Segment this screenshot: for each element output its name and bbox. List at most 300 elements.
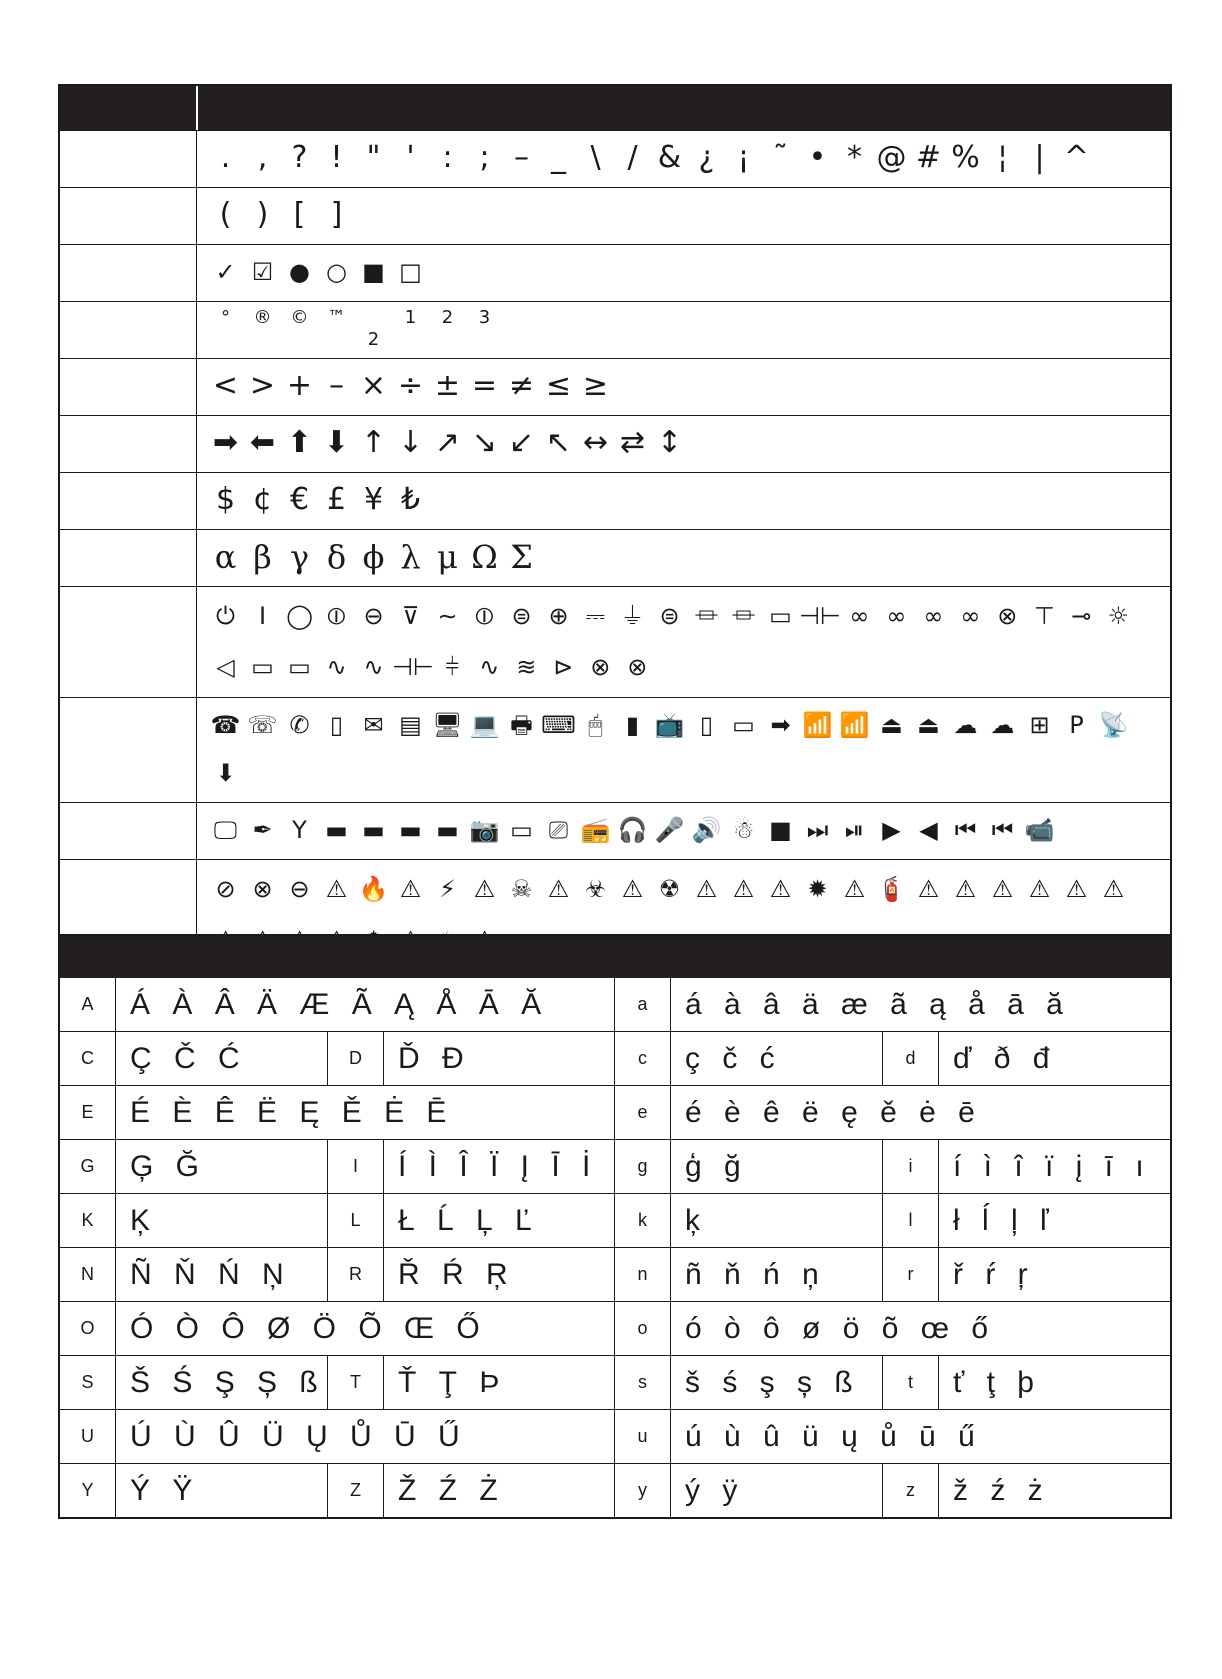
symbol-glyph[interactable]: γ <box>289 538 310 576</box>
symbol-glyph[interactable]: _ <box>551 140 566 175</box>
symbol-glyph[interactable]: ⊜ <box>511 601 532 630</box>
symbol-glyph[interactable]: ⊗ <box>252 874 273 903</box>
symbol-glyph[interactable]: < <box>212 368 239 403</box>
symbol-glyph[interactable]: 🖱 <box>588 711 603 739</box>
symbol-row-math <box>60 358 1170 415</box>
accented-chars[interactable]: ó ò ô ø ö õ œ ő <box>685 1311 991 1345</box>
symbol-glyph[interactable]: ✓ <box>215 258 236 286</box>
symbol-glyph[interactable]: , <box>257 140 268 175</box>
symbol-glyph[interactable]: ☢ <box>658 874 681 903</box>
symbol-glyph[interactable]: * <box>847 140 862 175</box>
accented-chars[interactable]: ç č ć <box>671 1032 883 1085</box>
symbol-glyph[interactable]: ⚠ <box>843 874 866 903</box>
accented-chars[interactable]: Ý Ÿ <box>116 1464 328 1517</box>
accented-chars[interactable]: Á À Â Ä Æ Ã Ą Å Ā Ă <box>130 987 544 1021</box>
symbol-glyph[interactable]: ⊘ <box>215 874 236 903</box>
symbols-cell <box>197 587 1170 697</box>
right-half <box>615 1302 1170 1355</box>
symbol-glyph[interactable]: + <box>286 368 313 403</box>
base-letter: U <box>60 1410 116 1463</box>
symbol-glyph[interactable]: ☁ <box>990 711 1015 739</box>
base-letter: r <box>883 1248 939 1301</box>
category-cell <box>60 245 197 301</box>
accented-chars[interactable]: š ś ş ș ß <box>671 1356 883 1409</box>
symbol-glyph[interactable]: ϕ <box>362 538 385 576</box>
symbol-glyph[interactable]: ▬ <box>436 816 459 844</box>
symbol-glyph[interactable]: ↕ <box>656 425 683 460</box>
accented-chars[interactable]: É È Ê Ë Ę Ě Ė Ē <box>130 1095 449 1129</box>
symbol-glyph[interactable]: ⊣⊢ <box>799 601 841 630</box>
symbol-glyph[interactable]: ⫩ <box>445 652 460 681</box>
symbol-glyph[interactable]: 📷 <box>469 816 500 844</box>
base-letter: o <box>615 1302 671 1355</box>
symbol-row-greek <box>60 529 1170 586</box>
left-half <box>60 1410 615 1463</box>
symbol-glyph[interactable]: ⬇ <box>215 759 236 787</box>
symbol-glyph[interactable]: ∞ <box>849 601 870 630</box>
symbol-glyph[interactable]: " <box>366 140 381 175</box>
symbol-glyph[interactable]: \ <box>590 140 601 175</box>
base-letter: A <box>60 978 116 1031</box>
symbol-glyph[interactable]: : <box>442 140 453 175</box>
symbol-glyph[interactable]: ® <box>253 307 272 328</box>
base-letter: E <box>60 1086 116 1139</box>
symbol-glyph[interactable]: ; <box>479 140 490 175</box>
accented-chars[interactable]: ď ð đ <box>953 1041 1052 1075</box>
symbol-glyph[interactable]: β <box>253 538 272 576</box>
category-cell <box>60 473 197 529</box>
symbol-glyph[interactable]: ¦ <box>997 140 1008 175</box>
symbol-glyph[interactable]: ☣ <box>584 874 607 903</box>
right-half <box>615 1140 1170 1193</box>
base-letter: L <box>328 1194 384 1247</box>
symbol-glyph[interactable]: ⏮ <box>954 816 977 844</box>
symbol-glyph[interactable]: ▤ <box>399 711 422 739</box>
accented-chars[interactable]: ñ ň ń ņ <box>671 1248 883 1301</box>
symbol-glyph[interactable]: – <box>514 140 529 175</box>
symbol-glyph[interactable]: 1 <box>404 307 417 328</box>
symbol-glyph[interactable]: ⊞ <box>1029 711 1050 739</box>
symbol-glyph[interactable]: ∿ <box>363 652 384 681</box>
symbol-row-punctuation <box>60 130 1170 187</box>
symbol-glyph[interactable]: £ <box>326 482 347 517</box>
base-letter: D <box>328 1032 384 1085</box>
accented-chars[interactable]: Ł Ĺ Ļ Ľ <box>398 1203 534 1237</box>
symbol-glyph[interactable]: 📶 <box>839 711 870 739</box>
symbol-glyph[interactable]: ⚠ <box>954 874 977 903</box>
symbol-glyph[interactable]: ⚠ <box>732 874 755 903</box>
symbol-glyph[interactable]: ▬ <box>399 816 422 844</box>
accented-chars[interactable]: é è ê ë ę ě ė ē <box>685 1095 977 1129</box>
symbol-glyph[interactable]: ' <box>406 140 415 175</box>
symbol-glyph[interactable]: ⬇ <box>323 425 350 460</box>
symbol-glyph[interactable]: I <box>258 601 267 630</box>
accented-chars[interactable]: Í Ì Î Ï Į Ī İ <box>398 1149 593 1183</box>
accented-chars[interactable]: ú ù û ü ų ů ū ű <box>685 1419 977 1453</box>
category-cell <box>60 416 197 472</box>
symbol-glyph[interactable]: 🖶 <box>510 711 533 739</box>
base-letter: z <box>883 1464 939 1517</box>
accented-chars[interactable]: Ď Đ <box>398 1041 466 1075</box>
symbol-glyph[interactable]: ^ <box>1063 140 1090 175</box>
symbol-glyph[interactable]: ↗ <box>434 425 461 460</box>
symbol-glyph[interactable]: 🖵 <box>213 816 238 844</box>
category-cell <box>60 188 197 244</box>
symbol-glyph[interactable]: ▭ <box>510 816 533 844</box>
symbol-glyph[interactable]: ⚡ <box>439 874 456 903</box>
symbol-glyph[interactable]: ⚠ <box>621 874 644 903</box>
symbol-glyph[interactable]: ≋ <box>516 652 537 681</box>
symbol-glyph[interactable]: λ <box>400 538 421 576</box>
symbol-glyph[interactable]: ⬆ <box>286 425 313 460</box>
symbols-cell <box>197 188 1170 244</box>
symbol-glyph[interactable]: δ <box>326 538 347 576</box>
base-letter: i <box>883 1140 939 1193</box>
accented-chars[interactable]: Ú Ù Û Ü Ų Ů Ū Ű <box>130 1419 462 1453</box>
base-letter: S <box>60 1356 116 1409</box>
symbol-glyph[interactable]: ☃ <box>732 816 755 844</box>
symbol-glyph[interactable]: ↓ <box>397 425 424 460</box>
header-symbols-cell <box>198 86 1170 130</box>
accented-characters-table <box>58 934 1172 1519</box>
symbol-glyph[interactable]: 📶 <box>802 711 833 739</box>
symbol-glyph[interactable]: ⚠ <box>473 874 496 903</box>
symbol-glyph[interactable]: ⊳ <box>553 652 574 681</box>
accent-row <box>60 978 1170 1031</box>
base-letter: a <box>615 978 671 1031</box>
symbol-glyph[interactable]: α <box>214 538 237 576</box>
accented-chars[interactable]: ķ <box>671 1194 883 1247</box>
symbol-glyph[interactable]: ↘ <box>471 425 498 460</box>
symbol-glyph[interactable]: × <box>360 368 387 403</box>
right-half <box>615 1032 1170 1085</box>
symbol-glyph[interactable]: ⚠ <box>1028 874 1051 903</box>
symbol-glyph[interactable]: ] <box>330 197 343 232</box>
symbol-glyph[interactable]: ∞ <box>960 601 981 630</box>
symbol-glyph[interactable]: ▬ <box>362 816 385 844</box>
symbol-glyph[interactable]: 📡 <box>1098 711 1129 739</box>
symbol-glyph[interactable]: ∿ <box>479 652 500 681</box>
symbol-glyph[interactable]: ▬ <box>325 816 348 844</box>
symbol-glyph[interactable]: ✹ <box>807 874 828 903</box>
symbol-glyph[interactable]: 🔥 <box>358 874 389 903</box>
accent-row <box>60 1355 1170 1409</box>
symbol-glyph[interactable]: ➡ <box>770 711 791 739</box>
symbol-glyph[interactable]: ☁ <box>953 711 978 739</box>
symbol-glyph[interactable]: 🔊 <box>691 816 722 844</box>
symbol-glyph[interactable]: ⦶ <box>327 601 346 630</box>
symbol-glyph[interactable]: ⚠ <box>325 874 348 903</box>
symbol-glyph[interactable]: ⏛ <box>731 601 756 630</box>
symbol-glyph[interactable]: ⊖ <box>363 601 384 630</box>
base-letter: t <box>883 1356 939 1409</box>
base-letter: C <box>60 1032 116 1085</box>
category-cell <box>60 698 197 802</box>
symbol-glyph[interactable]: ? <box>291 140 308 175</box>
symbol-glyph[interactable]: % <box>951 140 980 175</box>
accented-chars[interactable]: ž ź ż <box>953 1473 1045 1507</box>
base-letter: n <box>615 1248 671 1301</box>
symbol-glyph[interactable]: & <box>657 140 682 175</box>
category-cell <box>60 302 197 358</box>
symbol-glyph[interactable]: ¥ <box>363 482 384 517</box>
symbol-glyph[interactable]: ⚠ <box>1065 874 1088 903</box>
symbol-glyph[interactable]: ⏭ <box>806 816 829 844</box>
symbol-glyph[interactable]: ⚠ <box>695 874 718 903</box>
symbol-glyph[interactable]: μ <box>437 538 458 576</box>
accented-chars[interactable]: Ř Ŕ Ŗ <box>398 1257 510 1291</box>
symbol-glyph[interactable]: ⎓ <box>585 601 606 630</box>
symbol-glyph[interactable]: Ω <box>471 538 498 576</box>
base-letter: T <box>328 1356 384 1409</box>
symbol-glyph[interactable]: ⏮ <box>991 816 1014 844</box>
category-cell <box>60 359 197 415</box>
accent-row <box>60 1031 1170 1085</box>
accented-chars[interactable]: Ž Ź Ż <box>398 1473 500 1507</box>
symbol-glyph[interactable]: ⏯ <box>844 816 865 844</box>
accented-chars[interactable]: Ñ Ň Ń Ņ <box>116 1248 328 1301</box>
symbol-glyph[interactable]: ⚠ <box>1102 874 1125 903</box>
symbol-glyph[interactable]: ⊗ <box>627 652 648 681</box>
symbol-glyph[interactable]: ( <box>219 197 232 232</box>
left-half <box>60 1140 615 1193</box>
symbol-row-superscripts <box>60 301 1170 358</box>
symbol-glyph[interactable]: ⏏ <box>880 711 903 739</box>
symbol-glyph[interactable]: ■ <box>362 258 385 286</box>
accented-chars[interactable]: Ģ Ğ <box>116 1140 328 1193</box>
symbol-glyph[interactable]: [ <box>293 197 306 232</box>
symbol-glyph[interactable]: ○ <box>326 258 347 286</box>
symbol-row-media <box>60 802 1170 859</box>
accent-row <box>60 1463 1170 1517</box>
symbol-glyph[interactable]: ! <box>330 140 343 175</box>
header-category-cell <box>60 86 198 130</box>
left-half <box>60 1356 615 1409</box>
symbol-glyph[interactable]: ✆ <box>289 711 310 739</box>
symbol-glyph[interactable]: ▭ <box>769 601 792 630</box>
left-half <box>60 1194 615 1247</box>
symbol-glyph[interactable]: ▮ <box>625 711 640 739</box>
symbol-glyph[interactable]: ⊗ <box>997 601 1018 630</box>
symbol-row-brackets <box>60 187 1170 244</box>
accent-row <box>60 1193 1170 1247</box>
symbol-glyph[interactable]: ¿ <box>698 140 715 175</box>
base-letter: d <box>883 1032 939 1085</box>
left-half <box>60 1032 615 1085</box>
symbols-cell <box>197 302 1170 358</box>
symbol-glyph[interactable]: ⊗ <box>590 652 611 681</box>
accented-chars[interactable]: ý ÿ <box>671 1464 883 1517</box>
symbol-glyph[interactable]: • <box>808 140 827 175</box>
symbol-glyph[interactable]: 3 <box>478 307 491 328</box>
symbol-glyph[interactable]: | <box>1034 140 1045 175</box>
symbol-glyph[interactable]: = <box>471 368 498 403</box>
symbol-row-currency <box>60 472 1170 529</box>
symbol-glyph[interactable]: ▭ <box>251 652 274 681</box>
symbol-glyph[interactable]: 2 <box>367 329 380 350</box>
symbol-glyph[interactable]: 📻 <box>580 816 611 844</box>
base-letter: y <box>615 1464 671 1517</box>
symbol-glyph[interactable]: ↑ <box>360 425 387 460</box>
category-cell <box>60 803 197 859</box>
symbol-glyph[interactable]: ⊣⊢ <box>392 652 434 681</box>
symbol-glyph[interactable]: ) <box>256 197 269 232</box>
accented-chars[interactable]: ł ĺ ļ ľ <box>953 1203 1051 1237</box>
symbols-cell <box>197 803 1170 859</box>
symbol-glyph[interactable]: ☑ <box>251 258 274 286</box>
accented-chars[interactable]: ť ţ þ <box>953 1365 1036 1399</box>
symbol-row-marks <box>60 244 1170 301</box>
symbol-glyph[interactable]: ⬅ <box>249 425 276 460</box>
right-half <box>615 1086 1170 1139</box>
symbol-glyph[interactable]: © <box>290 307 309 328</box>
symbol-glyph[interactable]: ∞ <box>923 601 944 630</box>
symbol-glyph[interactable]: € <box>289 482 310 517</box>
symbol-glyph[interactable]: # <box>915 140 942 175</box>
symbol-glyph[interactable]: ˜ <box>773 140 788 175</box>
symbol-glyph[interactable]: ≥ <box>582 368 609 403</box>
accent-row <box>60 1409 1170 1463</box>
accented-chars[interactable]: Ó Ò Ô Ø Ö Õ Œ Ő <box>130 1311 482 1345</box>
symbol-row-arrows <box>60 415 1170 472</box>
symbol-glyph[interactable]: ¡ <box>737 140 750 175</box>
symbol-glyph[interactable]: ☎ <box>210 711 241 739</box>
symbol-glyph[interactable]: ⏛ <box>694 601 719 630</box>
symbol-glyph[interactable]: ⏏ <box>917 711 940 739</box>
symbol-glyph[interactable]: ⏻ <box>216 601 235 630</box>
symbol-glyph[interactable]: ÷ <box>397 368 424 403</box>
symbol-glyph[interactable]: – <box>329 368 344 403</box>
symbol-glyph[interactable]: ▯ <box>699 711 714 739</box>
symbol-glyph[interactable]: ◀ <box>919 816 938 844</box>
right-half <box>615 1194 1170 1247</box>
symbol-glyph[interactable]: ➡ <box>212 425 239 460</box>
symbol-glyph[interactable]: ☠ <box>510 874 533 903</box>
symbol-glyph[interactable]: ⦶ <box>475 601 494 630</box>
symbol-glyph[interactable]: ∿ <box>326 652 347 681</box>
accented-chars[interactable]: ř ŕ ŗ <box>953 1257 1030 1291</box>
symbol-row-electrical <box>60 586 1170 697</box>
symbol-glyph[interactable]: ⚠ <box>399 874 422 903</box>
symbol-glyph[interactable]: ↖ <box>545 425 572 460</box>
symbol-glyph[interactable]: ▯ <box>329 711 344 739</box>
accented-chars[interactable]: í ì î ï į ī ı <box>953 1149 1146 1183</box>
accented-chars[interactable]: ģ ğ <box>671 1140 883 1193</box>
symbols-cell <box>197 359 1170 415</box>
symbol-glyph[interactable]: □ <box>399 258 422 286</box>
symbol-glyph[interactable]: Y <box>292 816 307 844</box>
accented-chars[interactable]: Ç Č Ć <box>116 1032 328 1085</box>
symbol-glyph[interactable]: ▭ <box>732 711 755 739</box>
accented-chars[interactable]: Ť Ţ Þ <box>398 1365 502 1399</box>
symbol-glyph[interactable]: ∞ <box>886 601 907 630</box>
symbol-glyph[interactable]: ⊖ <box>289 874 310 903</box>
symbol-glyph[interactable]: ● <box>289 258 310 286</box>
symbol-glyph[interactable]: ✉ <box>363 711 384 739</box>
symbol-glyph[interactable]: ™ <box>327 307 346 328</box>
symbol-glyph[interactable]: Σ <box>510 538 533 576</box>
symbol-glyph[interactable]: 🖥 <box>432 711 463 739</box>
accent-row <box>60 1301 1170 1355</box>
symbol-glyph[interactable]: ₺ <box>400 482 421 517</box>
symbol-glyph[interactable]: ⏚ <box>620 601 645 630</box>
symbol-glyph[interactable]: ⎚ <box>548 816 569 844</box>
accented-chars[interactable]: Š Ś Ş Ș ß <box>116 1356 328 1409</box>
symbol-glyph[interactable]: ¢ <box>252 482 273 517</box>
accented-chars[interactable]: Ķ <box>116 1194 328 1247</box>
symbol-glyph[interactable]: ± <box>434 368 461 403</box>
base-letter: g <box>615 1140 671 1193</box>
symbol-glyph[interactable]: 🎧 <box>617 816 648 844</box>
symbol-glyph[interactable]: ° <box>221 307 230 328</box>
symbol-glyph[interactable]: ◯ <box>286 601 313 630</box>
symbol-glyph[interactable]: 🎤 <box>654 816 685 844</box>
symbol-glyph[interactable]: ⊽ <box>401 601 420 630</box>
accented-chars[interactable]: á à â ä æ ã ą å ā ă <box>685 987 1065 1021</box>
symbol-glyph[interactable]: ⚠ <box>547 874 570 903</box>
symbol-glyph[interactable]: ⊤ <box>1033 601 1055 630</box>
symbol-glyph[interactable]: ↙ <box>508 425 535 460</box>
symbol-glyph[interactable]: ⚠ <box>917 874 940 903</box>
symbol-glyph[interactable]: ↔ <box>582 425 609 460</box>
symbol-glyph[interactable]: ⊜ <box>659 601 680 630</box>
symbol-glyph[interactable]: 💻 <box>469 711 500 739</box>
symbol-glyph[interactable]: > <box>249 368 276 403</box>
symbol-glyph[interactable]: ≠ <box>508 368 535 403</box>
symbol-glyph[interactable]: ⊕ <box>548 601 569 630</box>
accent-row <box>60 1247 1170 1301</box>
symbol-glyph[interactable]: ⚠ <box>769 874 792 903</box>
base-letter: Y <box>60 1464 116 1517</box>
base-letter: O <box>60 1302 116 1355</box>
symbol-glyph[interactable]: ▭ <box>288 652 311 681</box>
symbol-glyph[interactable]: ∼ <box>437 601 458 630</box>
symbol-glyph[interactable]: @ <box>876 140 907 175</box>
symbol-glyph[interactable]: ■ <box>769 816 792 844</box>
left-half <box>60 978 615 1031</box>
accent-row <box>60 1085 1170 1139</box>
symbol-glyph[interactable]: ☼ <box>1107 601 1130 630</box>
base-letter: e <box>615 1086 671 1139</box>
symbol-glyph[interactable]: / <box>627 140 638 175</box>
symbol-glyph[interactable]: ≤ <box>545 368 572 403</box>
symbol-glyph[interactable]: ◁ <box>216 652 235 681</box>
symbol-glyph[interactable]: P <box>1069 711 1084 739</box>
symbol-glyph[interactable]: ⌨ <box>541 711 576 739</box>
symbol-glyph[interactable]: 📺 <box>654 711 685 739</box>
symbol-glyph[interactable]: ⊸ <box>1071 601 1092 630</box>
symbol-glyph[interactable]: 📹 <box>1024 816 1055 844</box>
symbol-glyph[interactable]: 2 <box>441 307 454 328</box>
base-letter: K <box>60 1194 116 1247</box>
symbol-glyph[interactable]: ▶ <box>882 816 901 844</box>
right-half <box>615 1248 1170 1301</box>
right-half <box>615 1356 1170 1409</box>
left-half <box>60 1464 615 1517</box>
symbol-glyph[interactable]: 🧯 <box>876 874 907 903</box>
accented-table-header <box>60 936 1170 978</box>
symbol-glyph[interactable]: ⇄ <box>619 425 646 460</box>
symbols-table-header <box>60 86 1170 130</box>
base-letter: k <box>615 1194 671 1247</box>
left-half <box>60 1086 615 1139</box>
symbol-glyph[interactable]: ✒ <box>252 816 273 844</box>
symbols-table <box>58 84 1172 972</box>
symbol-glyph[interactable]: $ <box>215 482 236 517</box>
symbol-glyph[interactable]: . <box>220 140 231 175</box>
symbol-glyph[interactable]: ⚠ <box>991 874 1014 903</box>
symbol-glyph[interactable]: ☏ <box>247 711 278 739</box>
